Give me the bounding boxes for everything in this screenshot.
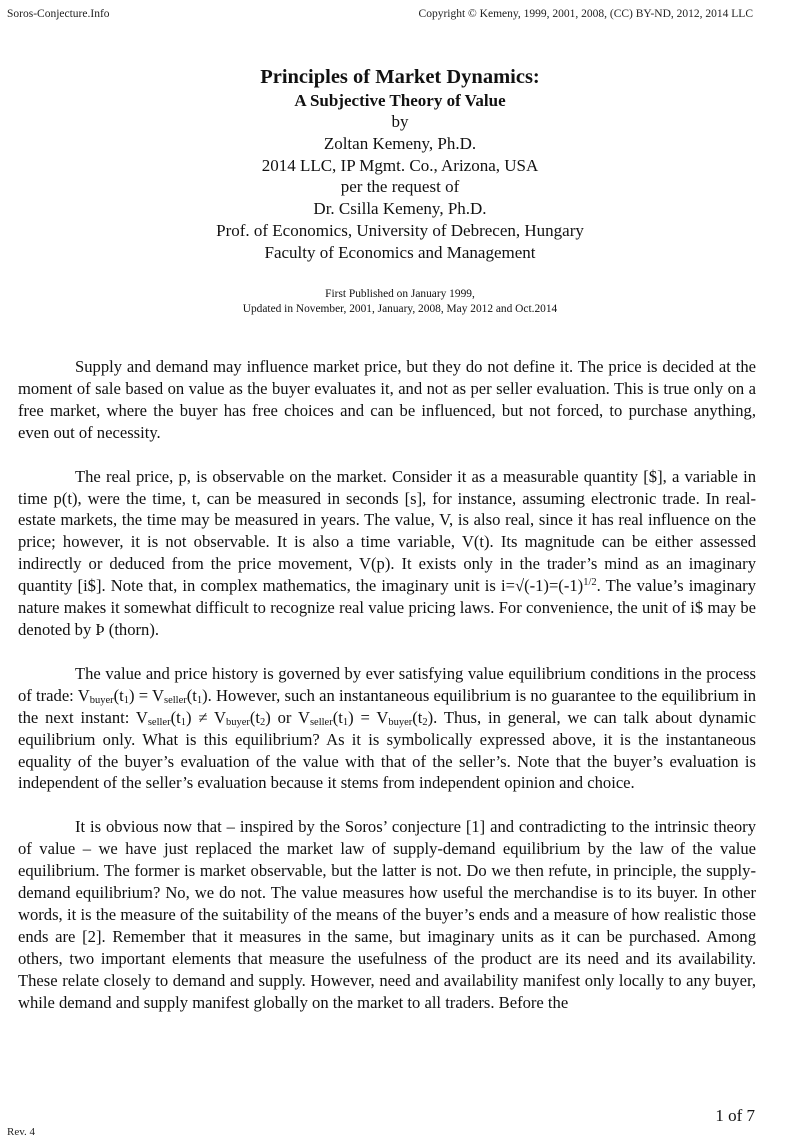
not-equals: ≠ V [191, 707, 226, 727]
paragraph-3 [18, 663, 756, 794]
requester-position: Prof. of Economics, University of Debrecen, Hungary [216, 220, 584, 240]
subscript-1: 1 [180, 716, 186, 728]
time-open: (t [186, 685, 197, 705]
paragraph-3-text-c: . Thus, in general, we can talk about dynamic equilibrium only. What is this equilibrium? As it is symbolically expressed above, it is the instantaneous equality of the buyer’s evaluation of the value with that of the seller’s. Note that the buyer’s evaluation is independent of the seller’s evaluation because it stems from independent opinion and choice. [18, 707, 757, 793]
subscript-seller: seller [147, 716, 171, 728]
paragraph-3-text-a: The value and price history is governed by ever satisfying value equilibrium conditions in the process of trade: V [18, 663, 756, 705]
paragraph-3-text-b: . However, such an instantaneous equilibrium is no guarantee to the equilibrium in the next instant: V [18, 685, 757, 727]
author-name: Zoltan Kemeny, Ph.D. [323, 133, 477, 153]
publication-info [0, 287, 800, 316]
page-header [0, 8, 800, 24]
title-block [0, 64, 800, 264]
paragraph-1: Supply and demand may influence market price, but they do not define it. The price is decided at the moment of sale based on value as the buyer evaluates it, and not as per seller evaluation. This is true only on a free market, where the buyer has free choices and can be influenced, but not forced, to purchase anything, even out of necessity. [18, 357, 756, 442]
paragraph-2-text-a: The real price, p, is observable on the market. Consider it as a measurable quantity [$], a variable in time p(t), were the time, t, can be measured in seconds [s], for instance, assuming electronic trade. In real-estate markets, the time may be measured in years. The value, V, is also real, since it has real influence on the price; however, it is not observable. It is also a time variable, V(t). Its magnitude can be either assessed indirectly or deduced from the price movement, V(p). It exists only in the trader’s mind as an imaginary quantity [i$]. Note that, in complex mathematics, the imaginary unit is i=√(-1)=(-1) [18, 466, 756, 596]
time-close: ) [202, 685, 208, 705]
time-open: (t [170, 707, 181, 727]
by-line: by [391, 112, 409, 131]
subscript-2: 2 [422, 716, 428, 728]
author-company: 2014 LLC, IP Mgmt. Co., Arizona, USA [261, 155, 539, 175]
time-open: (t [412, 707, 423, 727]
requester-faculty: Faculty of Economics and Management [264, 242, 536, 262]
body-text [18, 356, 756, 1013]
exponent: 1/2 [583, 577, 597, 589]
paragraph-4: It is obvious now that – inspired by the Soros’ conjecture [1] and contradicting to the intrinsic theory of value – we have just replaced the market law of supply-demand equilibrium by the law of the value equilibrium. The former is market observable, but the latter is not. Do we then refute, in principle, the supply-demand equilibrium? No, we do not. The value measures how useful the merchandise is to its buyer. In other words, it is the measure of the suitability of the means of the buyer’s ends and a measure of how realistic those ends are [2]. Remember that it measures in the same, but imaginary units as it can be purchased. Among others, two important elements that measure the usefulness of the product are its need and its availability. These relate closely to demand and supply. However, need and availability manifest only locally to any buyer, while demand and supply manifest globally on the market to all traders. Before the [18, 817, 756, 1012]
time-open: (t [113, 685, 124, 705]
equals: = V [134, 685, 164, 705]
or-text: or V [270, 707, 310, 727]
time-close: ) [348, 707, 354, 727]
time-close: ) [265, 707, 271, 727]
document-subtitle: A Subjective Theory of Value [294, 91, 506, 110]
updated-dates: Updated in November, 2001, January, 2008, May 2012 and Oct.2014 [242, 302, 558, 315]
subscript-1: 1 [342, 716, 349, 728]
document-title: Principles of Market Dynamics: [260, 66, 540, 88]
request-line: per the request of [340, 177, 460, 197]
time-open: (t [249, 707, 261, 727]
time-close: ) [129, 685, 135, 705]
subscript-seller: seller [163, 694, 187, 706]
requester-name: Dr. Csilla Kemeny, Ph.D. [313, 199, 487, 219]
header-site: Soros-Conjecture.Info [7, 8, 110, 20]
subscript-2: 2 [260, 716, 266, 728]
time-close: ) [185, 707, 192, 727]
paragraph-2 [18, 466, 756, 641]
subscript-buyer: buyer [388, 716, 413, 728]
page-number: 1 of 7 [715, 1106, 755, 1125]
subscript-seller: seller [309, 716, 333, 728]
revision-label: Rev. 4 [7, 1126, 36, 1138]
subscript-buyer: buyer [225, 716, 250, 728]
time-open: (t [332, 707, 343, 727]
equals: = V [353, 707, 389, 727]
paragraph-2-text-b: . The value’s imaginary nature makes it somewhat difficult to recognize real value pricing laws. For convenience, the unit of i$ may be denoted by Þ (thorn). [18, 576, 757, 639]
subscript-1: 1 [123, 694, 129, 706]
subscript-buyer: buyer [89, 694, 114, 706]
time-close: ) [427, 707, 434, 727]
subscript-1: 1 [196, 694, 203, 706]
first-published: First Published on January 1999, [325, 288, 475, 300]
header-copyright: Copyright © Kemeny, 1999, 2001, 2008, (CC) BY-ND, 2012, 2014 LLC [418, 8, 753, 20]
